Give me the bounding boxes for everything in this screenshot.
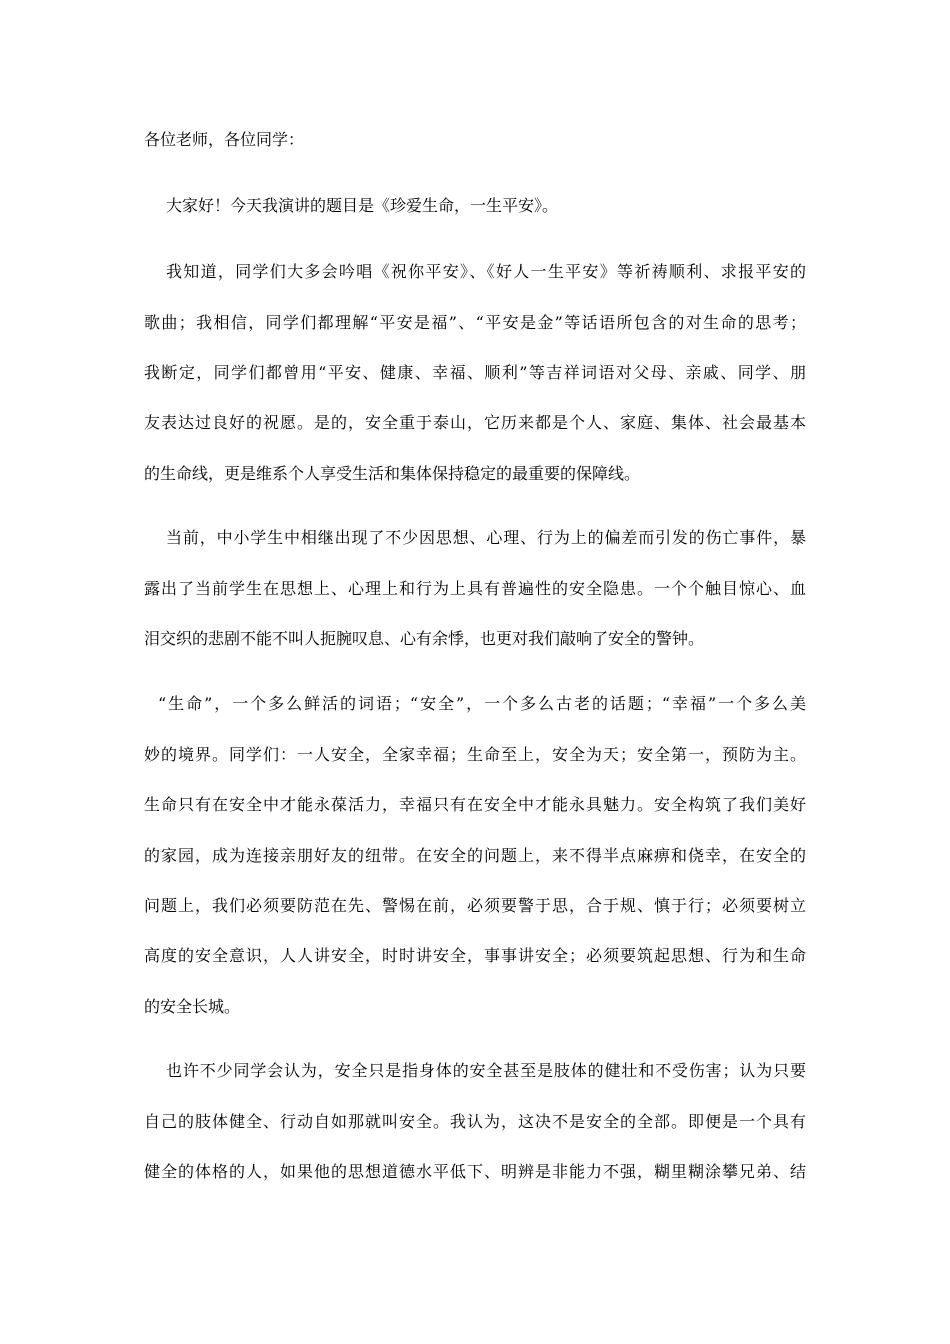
paragraph-5-line-3: 健全的体格的人，如果他的思想道德水平低下、明辨是非能力不强，糊里糊涂攀兄弟、结: [144, 1162, 806, 1181]
paragraph-3-line-1: 当前，中小学生中相继出现了不少因思想、心理、行为上的偏差而引发的伤亡事件，暴: [166, 528, 806, 547]
paragraph-2-line-1: 我知道，同学们大多会吟唱《祝你平安》、《好人一生平安》等祈祷顺利、求报平安的: [166, 262, 806, 281]
paragraph-3-line-3: 泪交织的悲剧不能不叫人扼腕叹息、心有余悸，也更对我们敲响了安全的警钟。: [144, 629, 705, 648]
paragraph-2-line-2: 歌曲；我相信，同学们都理解“平安是福”、“平安是金”等话语所包含的对生命的思考；: [144, 313, 806, 332]
paragraph-3-line-2: 露出了当前学生在思想上、心理上和行为上具有普遍性的安全隐患。一个个触目惊心、血: [144, 579, 806, 598]
paragraph-4-line-3: 生命只有在安全中才能永葆活力，幸福只有在安全中才能永具魅力。安全构筑了我们美好: [144, 795, 806, 814]
paragraph-2-line-3: 我断定，同学们都曾用“平安、健康、幸福、顺利”等吉祥词语对父母、亲戚、同学、朋: [144, 363, 806, 382]
paragraph-2-line-5: 的生命线，更是维系个人享受生活和集体保持稳定的最重要的保障线。: [144, 464, 641, 483]
paragraph-4-line-5: 问题上，我们必须要防范在先、警惕在前，必须要警于思，合于规、慎于行；必须要树立: [144, 896, 806, 915]
paragraph-5-line-1: 也许不少同学会认为，安全只是指身体的安全甚至是肢体的健壮和不受伤害；认为只要: [166, 1061, 806, 1080]
paragraph-4-line-2: 妙的境界。同学们：一人安全，全家幸福；生命至上，安全为天；安全第一，预防为主。: [144, 745, 806, 764]
paragraph-4-line-7: 的安全长城。: [144, 997, 241, 1016]
paragraph-5-line-2: 自己的肢体健全、行动自如那就叫安全。我认为，这决不是安全的全部。即便是一个具有: [144, 1112, 806, 1131]
paragraph-4-line-1: “生命”，一个多么鲜活的词语；“安全”，一个多么古老的话题；“幸福”一个多么美: [158, 694, 806, 713]
paragraph-4-line-6: 高度的安全意识，人人讲安全，时时讲安全，事事讲安全；必须要筑起思想、行为和生命: [144, 946, 806, 965]
paragraph-4-line-4: 的家园，成为连接亲朋好友的纽带。在安全的问题上，来不得半点麻痹和侥幸，在安全的: [144, 846, 806, 865]
paragraph-2-line-4: 友表达过良好的祝愿。是的，安全重于泰山，它历来都是个人、家庭、集体、社会最基本: [144, 413, 806, 432]
paragraph-1-line-1: 大家好！今天我演讲的题目是《珍爱生命，一生平安》。: [166, 196, 559, 215]
salutation: 各位老师，各位同学：: [144, 130, 305, 149]
